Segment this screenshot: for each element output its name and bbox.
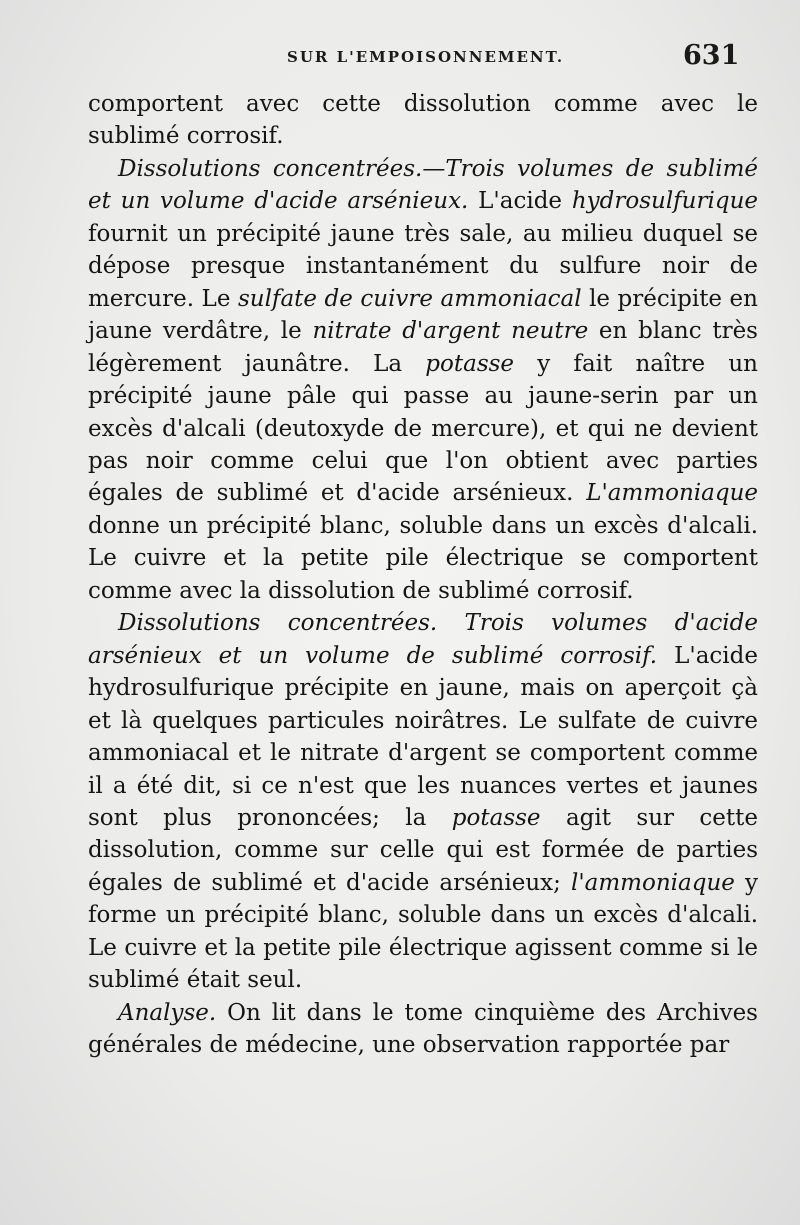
text-run: fournit un précipité jaune très sale, au milieu duquel se dépose presque instantanément du sulfure noir de mercure. Le [88, 220, 758, 312]
text-run: agit sur cette dissolution, comme sur celle qui est formée de parties égales de sublimé et d'acide arsénieux; [88, 804, 758, 896]
text-run: L'acide hydrosulfurique précipite en jaune, mais on aperçoit çà et là quelques particules noirâtres. Le sulfate de cuivre ammoniacal et le nitrate d'argent se comportent comme il a été dit, si ce n'est que les nuances vertes et jaunes sont plus prononcées; la [88, 642, 758, 831]
italic-text: Analyse. [118, 999, 217, 1026]
italic-text: sulfate de cuivre ammoniacal [237, 285, 582, 312]
running-title: SUR L'EMPOISONNEMENT. [287, 48, 565, 66]
text-run: L'acide [468, 188, 572, 215]
text-run: y forme un précipité blanc, soluble dans un excès d'alcali. Le cuivre et la petite pile électrique agissent comme si le sublimé était seul. [88, 869, 758, 994]
text-run: donne un précipité blanc, soluble dans un excès d'alcali. Le cuivre et la petite pile électrique se comportent comme avec la dissolution de sublimé corrosif. [88, 512, 758, 604]
paragraph [88, 607, 758, 996]
italic-text: hydrosulfurique [571, 188, 758, 215]
italic-text: L'ammoniaque [586, 480, 758, 507]
text-run: le précipite en jaune verdâtre, le [88, 285, 758, 345]
italic-text: Dissolutions concentrées.—Trois volumes de sublimé et un volume d'acide arsénieux. [88, 155, 758, 215]
body-text [88, 88, 758, 1062]
text-run: y fait naître un précipité jaune pâle qui passe au jaune-serin par un excès d'alcali (deutoxyde de mercure), et qui ne devient pas noir comme celui que l'on obtient avec parties égales de sublimé et d'acide arsénieux. [88, 350, 758, 507]
text-run: en blanc très légèrement jaunâtre. La [88, 318, 758, 377]
italic-text: potasse [425, 350, 515, 377]
page-header [0, 40, 800, 80]
italic-text: l'ammoniaque [570, 869, 735, 896]
text-run: comportent avec cette dissolution comme avec le sublimé corrosif. [88, 91, 758, 150]
text-run: On lit dans le tome cinquième des Archives générales de médecine, une observation rapportée par [88, 999, 758, 1059]
paragraph [88, 153, 758, 607]
italic-text: Dissolutions concentrées. Trois volumes d'acide arsénieux et un volume de sublimé corrosif. [88, 610, 758, 669]
page-number: 631 [683, 40, 740, 71]
italic-text: potasse [451, 804, 541, 831]
paragraph [88, 997, 758, 1062]
paragraph [88, 88, 758, 153]
italic-text: nitrate d'argent neutre [312, 318, 589, 345]
